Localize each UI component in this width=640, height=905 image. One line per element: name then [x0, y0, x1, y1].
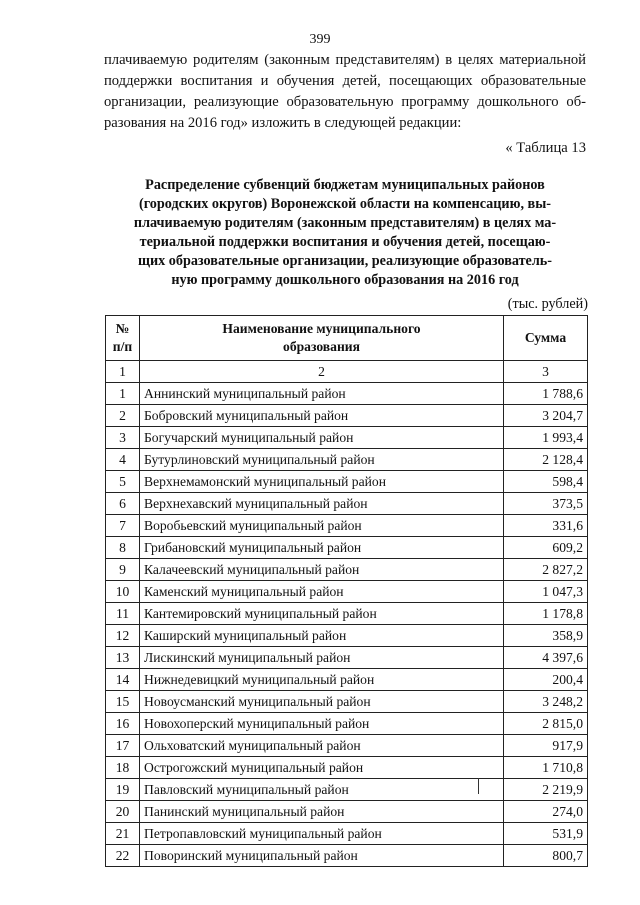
table-row — [106, 559, 588, 581]
row-number-cell: 7 — [106, 515, 140, 537]
row-name-cell: Верхнемамонский муниципальный район — [140, 471, 504, 493]
row-number-cell: 19 — [106, 779, 140, 801]
intro-line: организации, реализующие образовательную программу дошкольного об- — [104, 94, 586, 110]
row-name-cell: Поворинский муниципальный район — [140, 845, 504, 867]
row-number-cell: 4 — [106, 449, 140, 471]
row-sum-cell: 358,9 — [504, 625, 588, 647]
header-number — [106, 316, 140, 361]
row-number-cell: 21 — [106, 823, 140, 845]
row-sum-cell: 1 993,4 — [504, 427, 588, 449]
row-name-cell: Богучарский муниципальный район — [140, 427, 504, 449]
row-sum-cell: 4 397,6 — [504, 647, 588, 669]
table-row — [106, 581, 588, 603]
row-number-cell: 12 — [106, 625, 140, 647]
header-name — [140, 316, 504, 361]
table-row — [106, 449, 588, 471]
column-index-row — [106, 361, 588, 383]
header-number-line1: № — [115, 321, 130, 336]
row-number-cell: 2 — [106, 405, 140, 427]
table-row — [106, 625, 588, 647]
table-row — [106, 801, 588, 823]
title-line: ную программу дошкольного образования на 2016 год — [171, 272, 519, 288]
row-sum-cell: 373,5 — [504, 493, 588, 515]
row-sum-cell: 2 827,2 — [504, 559, 588, 581]
row-name-cell: Аннинский муниципальный район — [140, 383, 504, 405]
row-sum-cell: 800,7 — [504, 845, 588, 867]
row-number-cell: 13 — [106, 647, 140, 669]
subsidy-table — [105, 315, 588, 867]
table-title — [104, 176, 586, 290]
title-line: (городских округов) Воронежской области на компенсацию, вы- — [138, 196, 552, 212]
row-number-cell: 18 — [106, 757, 140, 779]
row-number-cell: 14 — [106, 669, 140, 691]
row-sum-cell: 3 204,7 — [504, 405, 588, 427]
title-line: плачиваемую родителям (законным представителям) в целях ма- — [133, 215, 557, 231]
page-number: 399 — [309, 32, 331, 47]
index-cell: 2 — [140, 361, 504, 383]
table-row — [106, 757, 588, 779]
table-row — [106, 515, 588, 537]
row-sum-cell: 531,9 — [504, 823, 588, 845]
row-name-cell: Лискинский муниципальный район — [140, 647, 504, 669]
text-cursor-mark — [478, 778, 479, 794]
row-sum-cell: 200,4 — [504, 669, 588, 691]
row-number-cell: 8 — [106, 537, 140, 559]
row-name-cell: Павловский муниципальный район — [140, 779, 504, 801]
row-sum-cell: 1 788,6 — [504, 383, 588, 405]
row-name-cell: Каменский муниципальный район — [140, 581, 504, 603]
table-row — [106, 471, 588, 493]
row-name-cell: Нижнедевицкий муниципальный район — [140, 669, 504, 691]
row-number-cell: 20 — [106, 801, 140, 823]
row-name-cell: Кантемировский муниципальный район — [140, 603, 504, 625]
title-line: Распределение субвенций бюджетам муниципальных районов — [145, 177, 545, 193]
header-number-line2: п/п — [112, 339, 133, 354]
title-line: щих образовательные организации, реализующие образователь- — [137, 253, 553, 269]
row-sum-cell: 2 128,4 — [504, 449, 588, 471]
row-name-cell: Острогожский муниципальный район — [140, 757, 504, 779]
index-cell: 1 — [106, 361, 140, 383]
table-header-row — [106, 316, 588, 361]
row-name-cell: Верхнехавский муниципальный район — [140, 493, 504, 515]
row-sum-cell: 1 710,8 — [504, 757, 588, 779]
units-label: (тыс. рублей) — [507, 296, 588, 312]
table-row — [106, 845, 588, 867]
row-number-cell: 15 — [106, 691, 140, 713]
row-name-cell: Панинский муниципальный район — [140, 801, 504, 823]
table-row — [106, 823, 588, 845]
header-name-line2: образования — [283, 339, 360, 354]
row-name-cell: Бобровский муниципальный район — [140, 405, 504, 427]
intro-line: поддержки воспитания и обучения детей, посещающих образовательные — [104, 73, 586, 89]
row-sum-cell: 2 219,9 — [504, 779, 588, 801]
row-name-cell: Калачеевский муниципальный район — [140, 559, 504, 581]
row-sum-cell: 598,4 — [504, 471, 588, 493]
table-row — [106, 713, 588, 735]
header-name-line1: Наименование муниципального — [222, 321, 421, 336]
table-row — [106, 537, 588, 559]
row-sum-cell: 274,0 — [504, 801, 588, 823]
row-name-cell: Грибановский муниципальный район — [140, 537, 504, 559]
row-sum-cell: 1 178,8 — [504, 603, 588, 625]
row-name-cell: Новохоперский муниципальный район — [140, 713, 504, 735]
row-number-cell: 9 — [106, 559, 140, 581]
row-sum-cell: 1 047,3 — [504, 581, 588, 603]
row-name-cell: Новоусманский муниципальный район — [140, 691, 504, 713]
row-number-cell: 5 — [106, 471, 140, 493]
row-name-cell: Бутурлиновский муниципальный район — [140, 449, 504, 471]
table-row — [106, 427, 588, 449]
row-number-cell: 16 — [106, 713, 140, 735]
row-number-cell: 11 — [106, 603, 140, 625]
table-label: « Таблица 13 — [505, 140, 586, 156]
table-row — [106, 735, 588, 757]
row-sum-cell: 609,2 — [504, 537, 588, 559]
row-number-cell: 10 — [106, 581, 140, 603]
intro-line: плачиваемую родителям (законным представителям) в целях материальной — [104, 52, 586, 68]
table-row — [106, 779, 588, 801]
table-row — [106, 405, 588, 427]
row-sum-cell: 331,6 — [504, 515, 588, 537]
index-cell: 3 — [504, 361, 588, 383]
intro-line: разования на 2016 год» изложить в следующей редакции: — [104, 115, 462, 131]
row-number-cell: 22 — [106, 845, 140, 867]
row-name-cell: Каширский муниципальный район — [140, 625, 504, 647]
row-number-cell: 1 — [106, 383, 140, 405]
title-line: териальной поддержки воспитания и обучения детей, посещаю- — [139, 234, 551, 250]
intro-paragraph — [104, 50, 586, 134]
table-row — [106, 647, 588, 669]
row-number-cell: 3 — [106, 427, 140, 449]
table-row — [106, 691, 588, 713]
table-row — [106, 603, 588, 625]
row-number-cell: 6 — [106, 493, 140, 515]
row-name-cell: Петропавловский муниципальный район — [140, 823, 504, 845]
table-row — [106, 493, 588, 515]
row-sum-cell: 917,9 — [504, 735, 588, 757]
table-row — [106, 669, 588, 691]
row-sum-cell: 3 248,2 — [504, 691, 588, 713]
row-sum-cell: 2 815,0 — [504, 713, 588, 735]
header-sum: Сумма — [504, 316, 588, 361]
row-name-cell: Воробьевский муниципальный район — [140, 515, 504, 537]
row-name-cell: Ольховатский муниципальный район — [140, 735, 504, 757]
table-row — [106, 383, 588, 405]
row-number-cell: 17 — [106, 735, 140, 757]
